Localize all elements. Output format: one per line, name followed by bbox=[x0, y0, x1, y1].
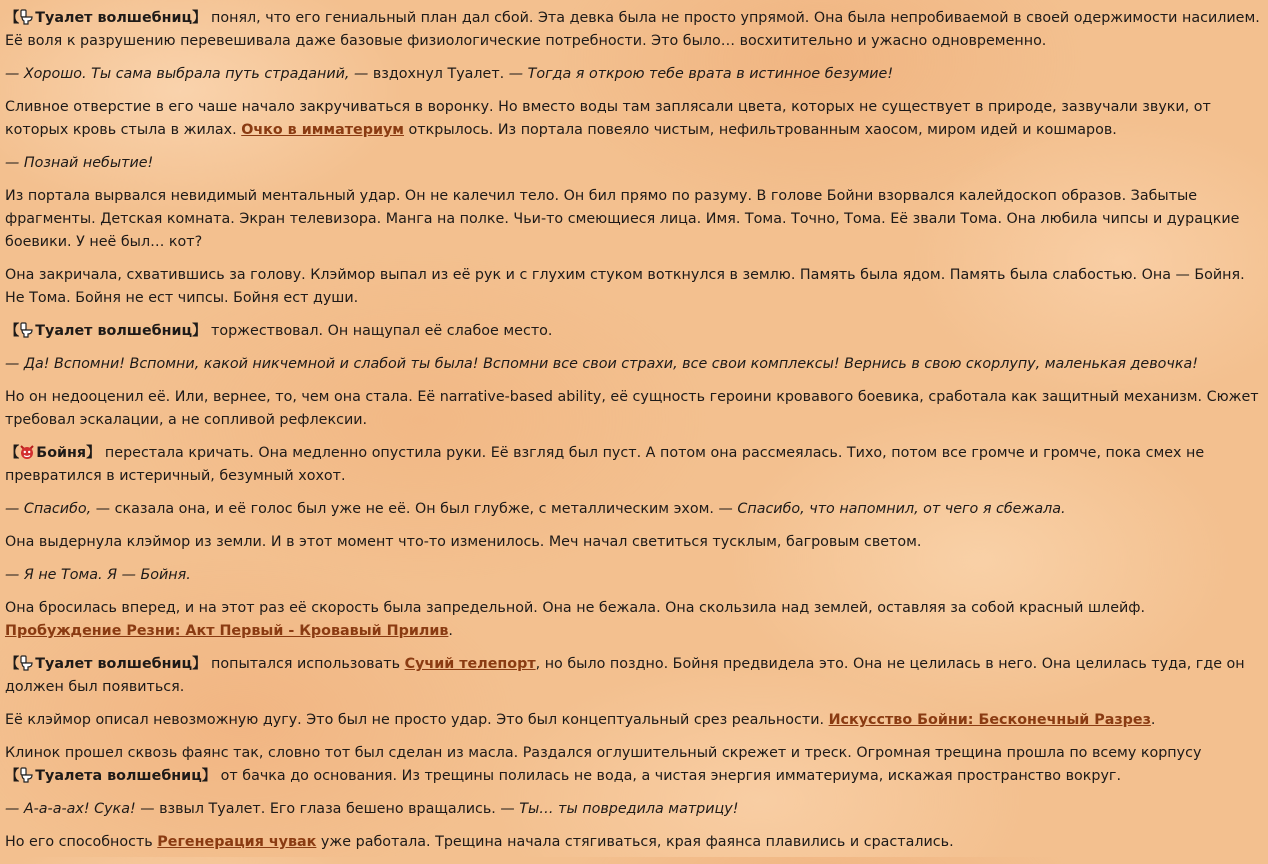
paragraph: Она выдернула клэймор из земли. И в этот момент что-то изменилось. Меч начал светиться тусклым, багровым светом. bbox=[5, 534, 922, 550]
paragraph: Но он недооценил её. Или, вернее, то, чем она стала. Её narrative-based ability, её сущность героини кровавого боевика, сработала как защитный механизм. Сюжет требовал эскалации, а не сопливой рефлексии. bbox=[5, 389, 1259, 428]
paragraph: Она закричала, схватившись за голову. Клэймор выпал из её рук и с глухим стуком воткнулся в землю. Память была ядом. Память была слабостью. Она — Бойня. Не Тома. Бойня не ест чипсы. Бойня ест души. bbox=[5, 267, 1245, 306]
paragraph: Из портала вырвался невидимый ментальный удар. Он не калечил тело. Он бил прямо по разуму. В голове Бойни взорвался калейдоскоп образов. Забытые фрагменты. Детская комната. Экран телевизора. Манга на полке. Чьи-то смеющиеся лица. Имя. Тома. Точно, Тома. Её звали Тома. Она любила чипсы и дурацкие боевики. У неё был… кот? bbox=[5, 188, 1240, 250]
paragraph: — А-а-а-ах! Сука! — взвыл Туалет. Его глаза бешено вращались. — Ты… ты повредила матрицу! bbox=[5, 801, 739, 817]
character-tag-toilet: 【 Туалет волшебниц】 bbox=[5, 10, 207, 26]
demon-face-icon bbox=[19, 444, 35, 460]
paragraph: 【 Туалет волшебниц】 торжествовал. Он нащупал её слабое место. bbox=[5, 323, 553, 339]
skill-link-awakening[interactable]: Пробуждение Резни: Акт Первый - Кровавый Прилив bbox=[5, 623, 449, 639]
skill-link-regeneration[interactable]: Регенерация чувак bbox=[157, 834, 317, 850]
skill-link-infinite-cut[interactable]: Искусство Бойни: Бесконечный Разрез bbox=[828, 712, 1151, 728]
paragraph: Её клэймор описал невозможную дугу. Это был не просто удар. Это был концептуальный срез реальности. Искусство Бойни: Бесконечный Разрез. bbox=[5, 712, 1156, 728]
paragraph: — Я не Тома. Я — Бойня. bbox=[5, 567, 191, 583]
paragraph: Клинок прошел сквозь фаянс так, словно тот был сделан из масла. Раздался оглушительный скрежет и треск. Огромная трещина прошла по всему корпусу 【 Туалета волшебниц】 от бачка до основания. Из трещины полилась не вода, а чистая энергия имматериума, искажая пространство вокруг. bbox=[5, 745, 1202, 784]
paragraph: 【 Туалет волшебниц】 понял, что его гениальный план дал сбой. Эта девка была не просто упрямой. Она была непробиваемой в своей одержимости насилием. Её воля к разрушению перевешивала даже базовые физиологические потребности. Это было… восхитительно и ужасно одновременно. bbox=[5, 10, 1260, 49]
toilet-icon bbox=[19, 767, 34, 783]
character-tag-toilet: 【 Туалет волшебниц】 bbox=[5, 656, 207, 672]
paragraph: — Познай небытие! bbox=[5, 155, 154, 171]
story-text bbox=[5, 7, 1260, 864]
toilet-icon bbox=[19, 9, 34, 25]
paragraph: — Спасибо, — сказала она, и её голос был уже не её. Он был глубже, с металлическим эхом. — Спасибо, что напомнил, от чего я сбежала. bbox=[5, 501, 1066, 517]
paragraph: — Да! Вспомни! Вспомни, какой никчемной и слабой ты была! Вспомни все свои страхи, все свои комплексы! Вернись в свою скорлупу, маленькая девочка! bbox=[5, 356, 1198, 372]
paragraph: Но его способность Регенерация чувак уже работала. Трещина начала стягиваться, края фаянса плавились и срастались. bbox=[5, 834, 954, 850]
character-tag-toilet: 【 Туалета волшебниц】 bbox=[5, 768, 217, 784]
character-tag-slaughter: 【 Бойня】 bbox=[5, 445, 101, 461]
character-tag-toilet: 【 Туалет волшебниц】 bbox=[5, 323, 207, 339]
toilet-icon bbox=[19, 655, 34, 671]
paragraph: — Хорошо. Ты сама выбрала путь страданий, — вздохнул Туалет. — Тогда я открою тебе врата в истинное безумие! bbox=[5, 66, 894, 82]
skill-link-teleport[interactable]: Сучий телепорт bbox=[404, 656, 536, 672]
paragraph: 【 Туалет волшебниц】 попытался использовать Сучий телепорт, но было поздно. Бойня предвидела это. Она не целилась в него. Она целилась туда, где он должен был появиться. bbox=[5, 656, 1245, 695]
paragraph: Она бросилась вперед, и на этот раз её скорость была запредельной. Она не бежала. Она скользила над землей, оставляя за собой красный шлейф. Пробуждение Резни: Акт Первый - Кровавый Прилив. bbox=[5, 600, 1146, 639]
paragraph: 【 Бойня】 перестала кричать. Она медленно опустила руки. Её взгляд был пуст. А потом она рассмеялась. Тихо, потом все громче и громче, пока смех не превратился в истеричный, безумный хохот. bbox=[5, 445, 1205, 484]
toilet-icon bbox=[19, 322, 34, 338]
paragraph: Сливное отверстие в его чаше начало закручиваться в воронку. Но вместо воды там заплясали цвета, которых не существует в природе, зазвучали звуки, от которых кровь стыла в жилах. Очко в имматериум открылось. Из портала повеяло чистым, нефильтрованным хаосом, миром идей и кошмаров. bbox=[5, 99, 1211, 138]
skill-link-portal[interactable]: Очко в имматериум bbox=[241, 122, 404, 138]
